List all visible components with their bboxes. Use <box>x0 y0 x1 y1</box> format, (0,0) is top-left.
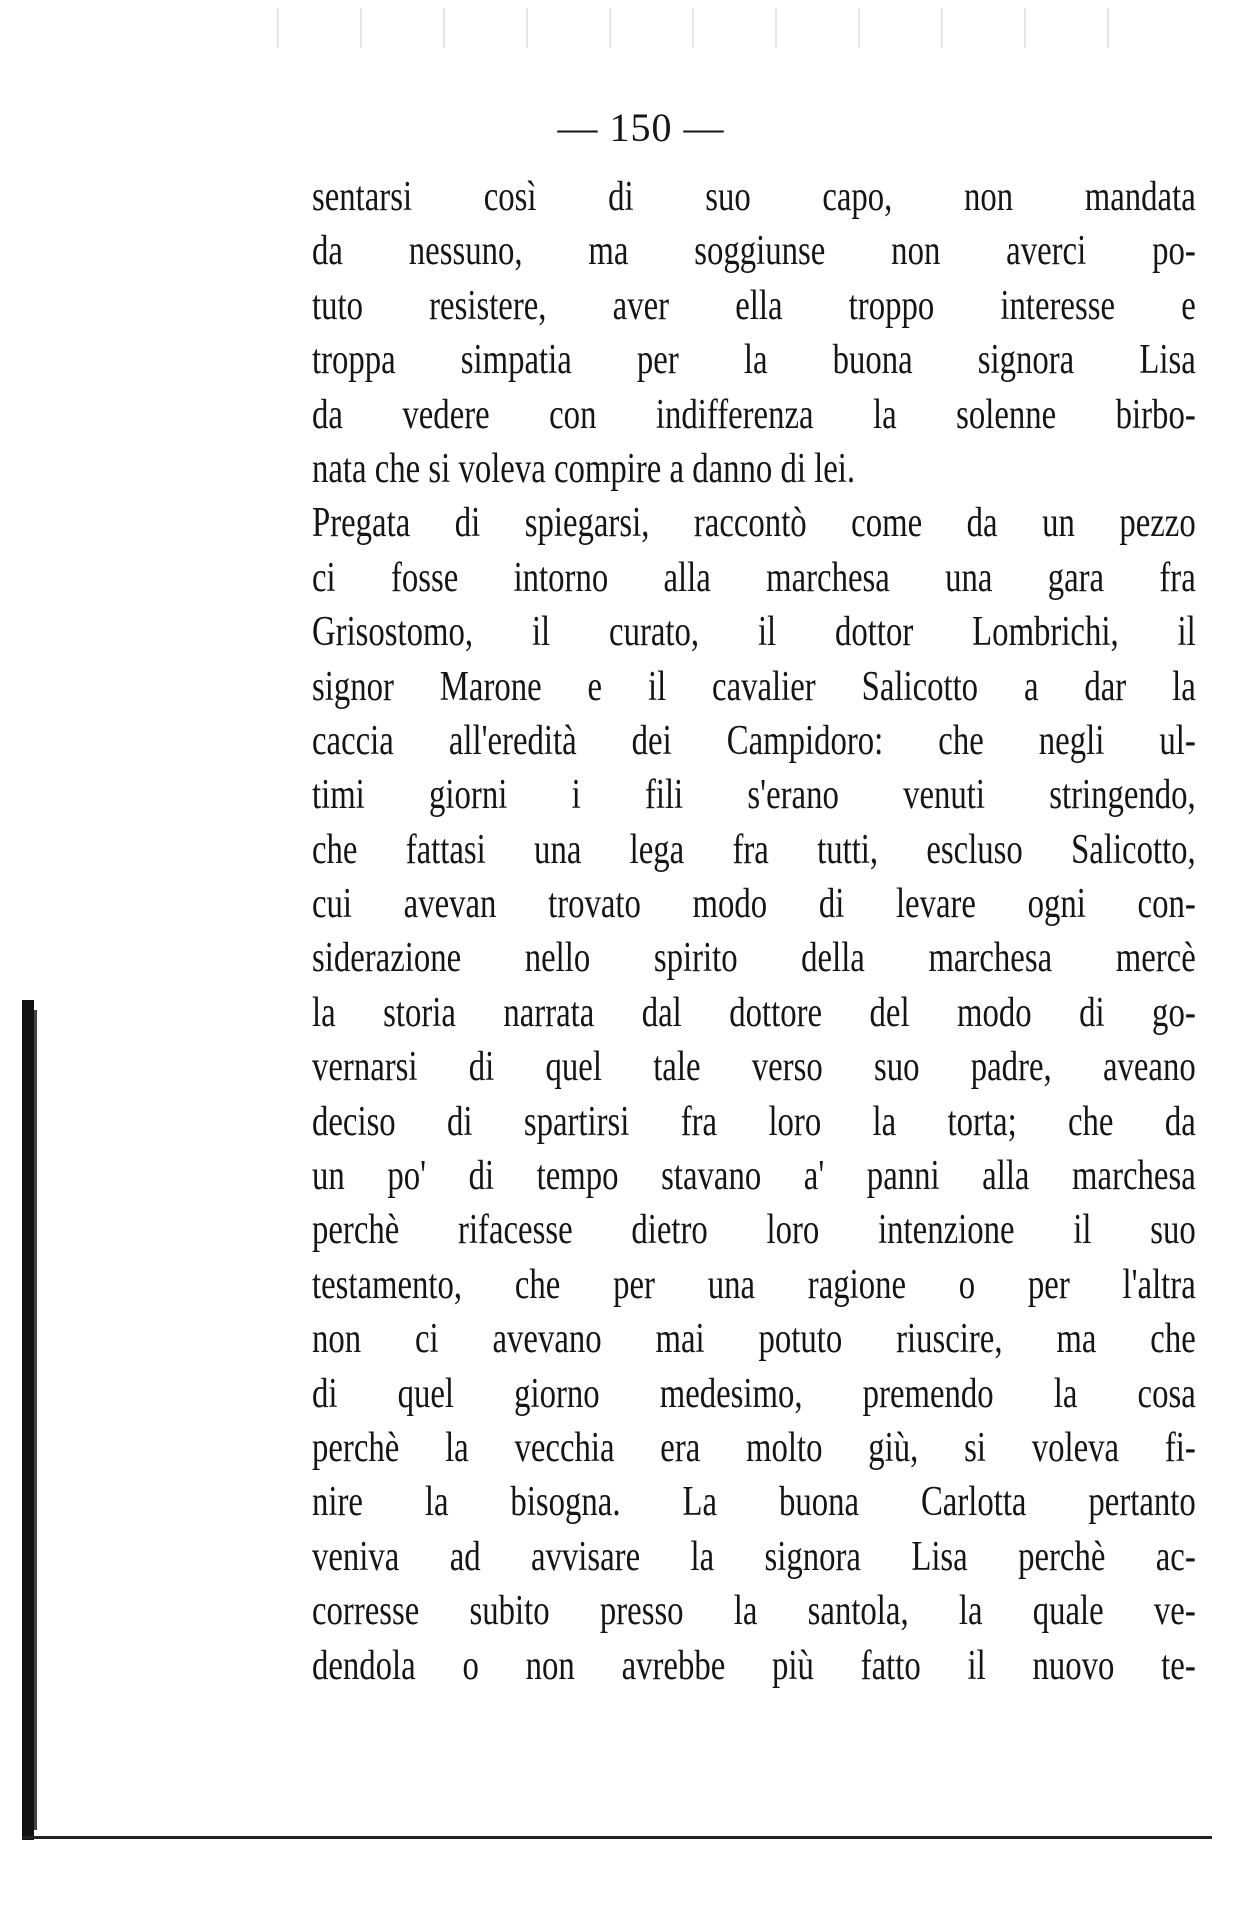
text-line: Grisostomo, il curato, il dottor Lombrichi, il <box>312 609 1196 656</box>
scan-noise <box>240 8 1140 48</box>
text-line: un po' di tempo stavano a' panni alla marchesa <box>312 1153 1196 1200</box>
text-line: nire la bisogna. La buona Carlotta pertanto <box>312 1479 1196 1526</box>
page-body-text <box>312 170 1196 1693</box>
text-line: timi giorni i fili s'erano venuti stringendo, <box>312 772 1196 819</box>
text-line: ci fosse intorno alla marchesa una gara fra <box>312 554 1196 601</box>
text-line: nata che si voleva compire a danno di lei. <box>312 445 856 492</box>
text-line: troppa simpatia per la buona signora Lisa <box>312 337 1196 384</box>
text-line: cui avevan trovato modo di levare ogni con- <box>312 881 1196 928</box>
book-binding-shadow <box>34 1010 37 1830</box>
text-line: perchè rifacesse dietro loro intenzione il suo <box>312 1207 1196 1254</box>
text-line: veniva ad avvisare la signora Lisa perchè ac- <box>312 1533 1196 1580</box>
text-line: di quel giorno medesimo, premendo la cosa <box>312 1370 1196 1417</box>
text-line: siderazione nello spirito della marchesa mercè <box>312 935 1196 982</box>
text-line: testamento, che per una ragione o per l'altra <box>312 1261 1196 1308</box>
page-number: — 150 — <box>557 105 725 150</box>
text-line: che fattasi una lega fra tutti, escluso Salicotto, <box>312 826 1196 873</box>
book-binding-edge <box>22 1000 34 1840</box>
text-line: non ci avevano mai potuto riuscire, ma che <box>312 1316 1196 1363</box>
page-bottom-edge <box>22 1836 1212 1839</box>
text-line: tuto resistere, aver ella troppo interesse e <box>312 282 1196 329</box>
text-line: deciso di spartirsi fra loro la torta; che da <box>312 1098 1196 1145</box>
text-line: la storia narrata dal dottore del modo di go- <box>312 989 1196 1036</box>
text-line: da vedere con indifferenza la solenne birbo- <box>312 391 1196 438</box>
text-line: da nessuno, ma soggiunse non averci po- <box>312 228 1196 275</box>
text-line: caccia all'eredità dei Campidoro: che negli ul- <box>312 717 1196 764</box>
text-line: Pregata di spiegarsi, raccontò come da un pezzo <box>312 500 1196 547</box>
text-line: vernarsi di quel tale verso suo padre, aveano <box>312 1044 1196 1091</box>
text-line: perchè la vecchia era molto giù, si voleva fi- <box>312 1424 1196 1471</box>
text-line: dendola o non avrebbe più fatto il nuovo te- <box>312 1642 1196 1689</box>
text-line: corresse subito presso la santola, la quale ve- <box>312 1588 1196 1635</box>
text-line: sentarsi così di suo capo, non mandata <box>312 174 1196 220</box>
text-line: signor Marone e il cavalier Salicotto a dar la <box>312 663 1196 710</box>
